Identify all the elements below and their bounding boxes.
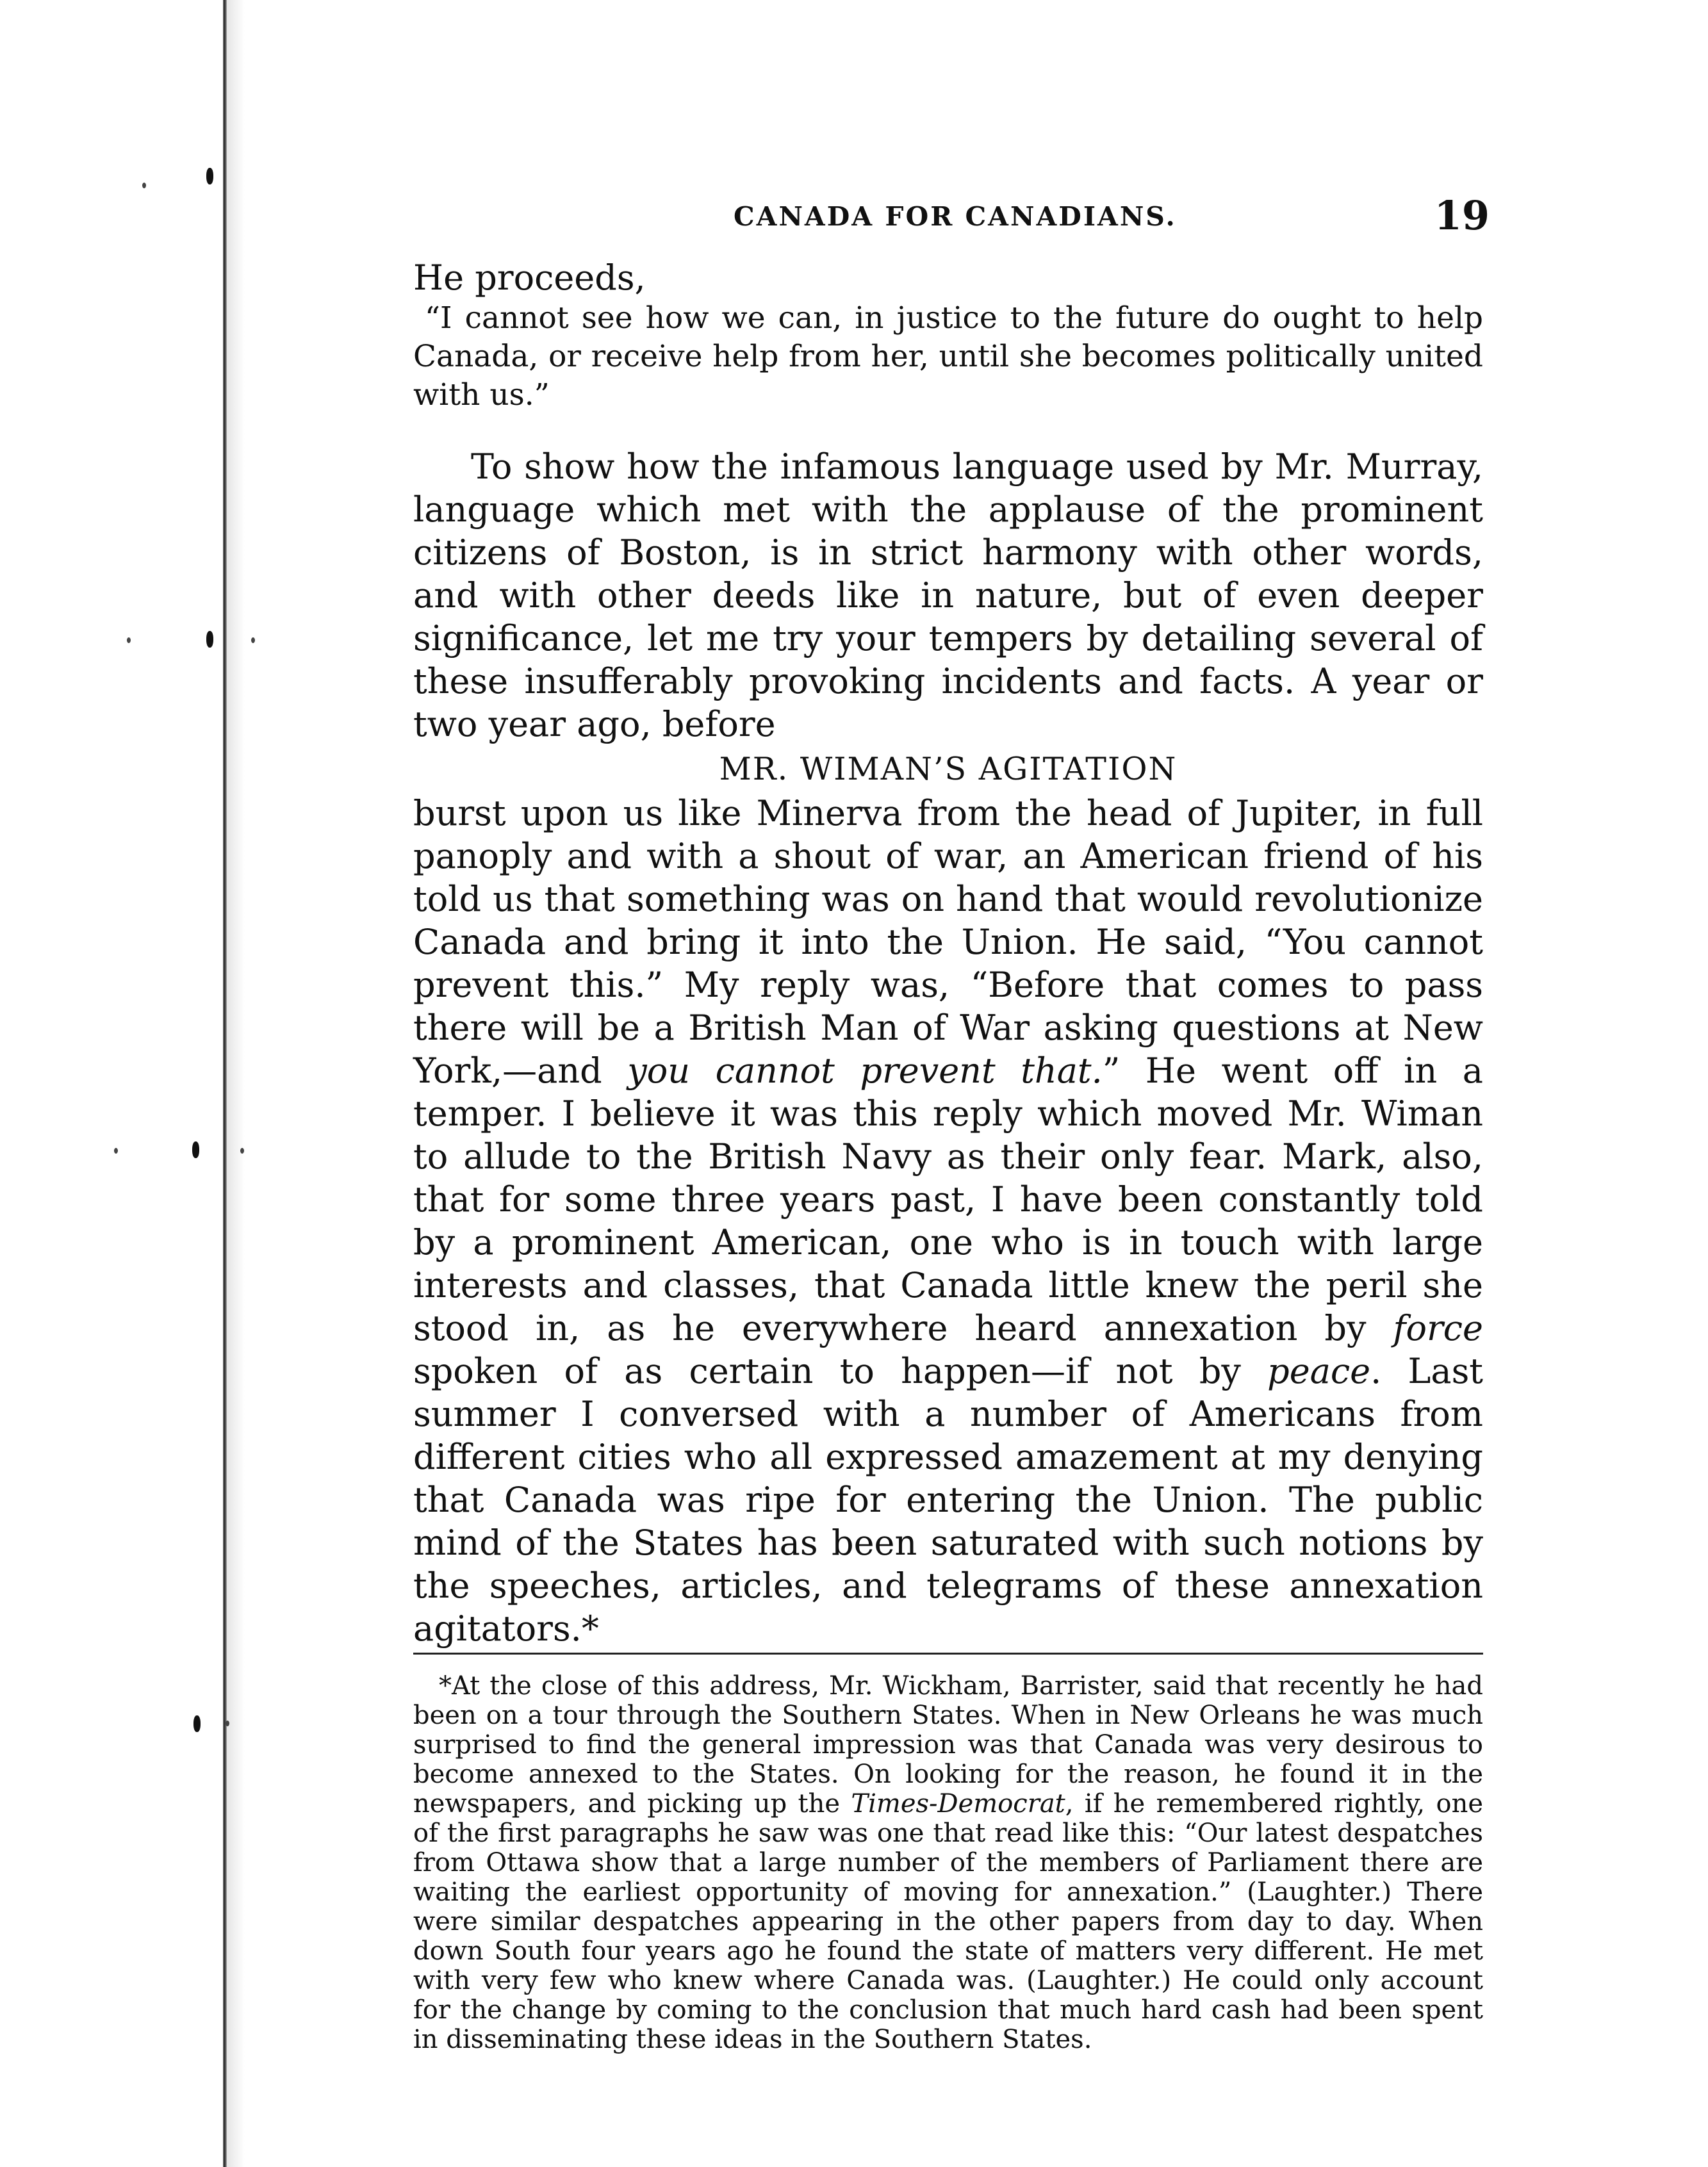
- page-header: [734, 192, 1490, 250]
- page-number: 19: [1434, 192, 1490, 239]
- page-fold-shadow: [227, 0, 245, 2167]
- block-quote: “I cannot see how we can, in justice to the future do ought to help Canada, or receive help from her, until she becomes politically united with us.”: [413, 300, 1483, 413]
- footnote: [413, 1671, 1483, 2054]
- binding-mark: [192, 1141, 199, 1158]
- binding-dot: [127, 637, 131, 643]
- footnote-rule: [413, 1653, 1483, 1655]
- binding-mark: [206, 168, 213, 184]
- paragraph-2-text: spoken of as certain to happen—if not by: [413, 1351, 1268, 1391]
- paragraph-2-text: ” He went off in a temper. I believe it was this reply which moved Mr. Wiman to allude to the British Navy as their only fear. Mark, also, that for some three years past, I have been constantly told by a prominent American, one who is in touch with large interests and classes, that Canada little knew the peril she stood in, as he everywhere heard annexation by: [413, 1051, 1483, 1348]
- footnote-italic: Times-Democrat: [851, 1789, 1065, 1819]
- paragraph-2-italic: you cannot prevent that.: [627, 1051, 1103, 1091]
- paragraph-1: To show how the infamous language used by Mr. Murray, language which met with the applause of the prominent citizens of Boston, is in strict harmony with other words, and with other deeds like in nature, but of even deeper significance, let me try your tempers by detailing several of these insufferably provoking incidents and facts. A year or two year ago, before: [413, 446, 1483, 744]
- paragraph-2-italic: force: [1393, 1308, 1483, 1348]
- footnote-text: , if he remembered rightly, one of the first paragraphs he saw was one that read like this: “Our latest despatches from Ottawa show that a large number of the members of Parliament there are waiting the earliest opportunity of moving for annexation.” (Laughter.) There were similar despatches appearing in the other papers from day to day. When down South four years ago he found the state of matters very different. He met with very few who knew where Canada was. (Laughter.) He could only account for the change by coming to the conclusion that much hard cash had been spent in disseminating these ideas in the Southern States.: [413, 1789, 1483, 2054]
- binding-mark: [193, 1715, 201, 1732]
- paragraph-2: [413, 792, 1483, 1650]
- binding-dot: [226, 1721, 229, 1726]
- binding-dot: [142, 183, 146, 188]
- binding-dot: [240, 1148, 244, 1154]
- binding-mark: [206, 631, 213, 648]
- lead-line: He proceeds,: [413, 258, 646, 298]
- page-body: [413, 256, 1483, 2054]
- running-head: CANADA FOR CANADIANS.: [734, 201, 1177, 232]
- paragraph-2-text: . Last summer I conversed with a number of Americans from different cities who all expressed amazement at my denying that Canada was ripe for entering the Union. The public mind of the States has been saturated with such notions by the speeches, articles, and telegrams of these annexation agitators.*: [413, 1351, 1483, 1649]
- binding-dot: [114, 1148, 118, 1154]
- paragraph-2-text: burst upon us like Minerva from the head of Jupiter, in full panoply and with a shout of war, an American friend of his told us that something was on hand that would revolutionize Canada and bring it into the Union. He said, “You cannot prevent this.” My reply was, “Before that comes to pass there will be a British Man of War asking questions at New York,—and: [413, 793, 1483, 1091]
- paragraph-2-italic: peace: [1267, 1351, 1371, 1391]
- binding-dot: [251, 637, 255, 643]
- footnote-text: *At the close of this address, Mr. Wickham, Barrister, said that recently he had been on a tour through the Southern States. When in New Orleans he was much surprised to find the general impression was that Canada was very desirous to become annexed to the States. On looking for the reason, he found it in the newspapers, and picking up the: [413, 1671, 1483, 1819]
- section-heading: MR. WIMAN’S AGITATION: [719, 751, 1178, 787]
